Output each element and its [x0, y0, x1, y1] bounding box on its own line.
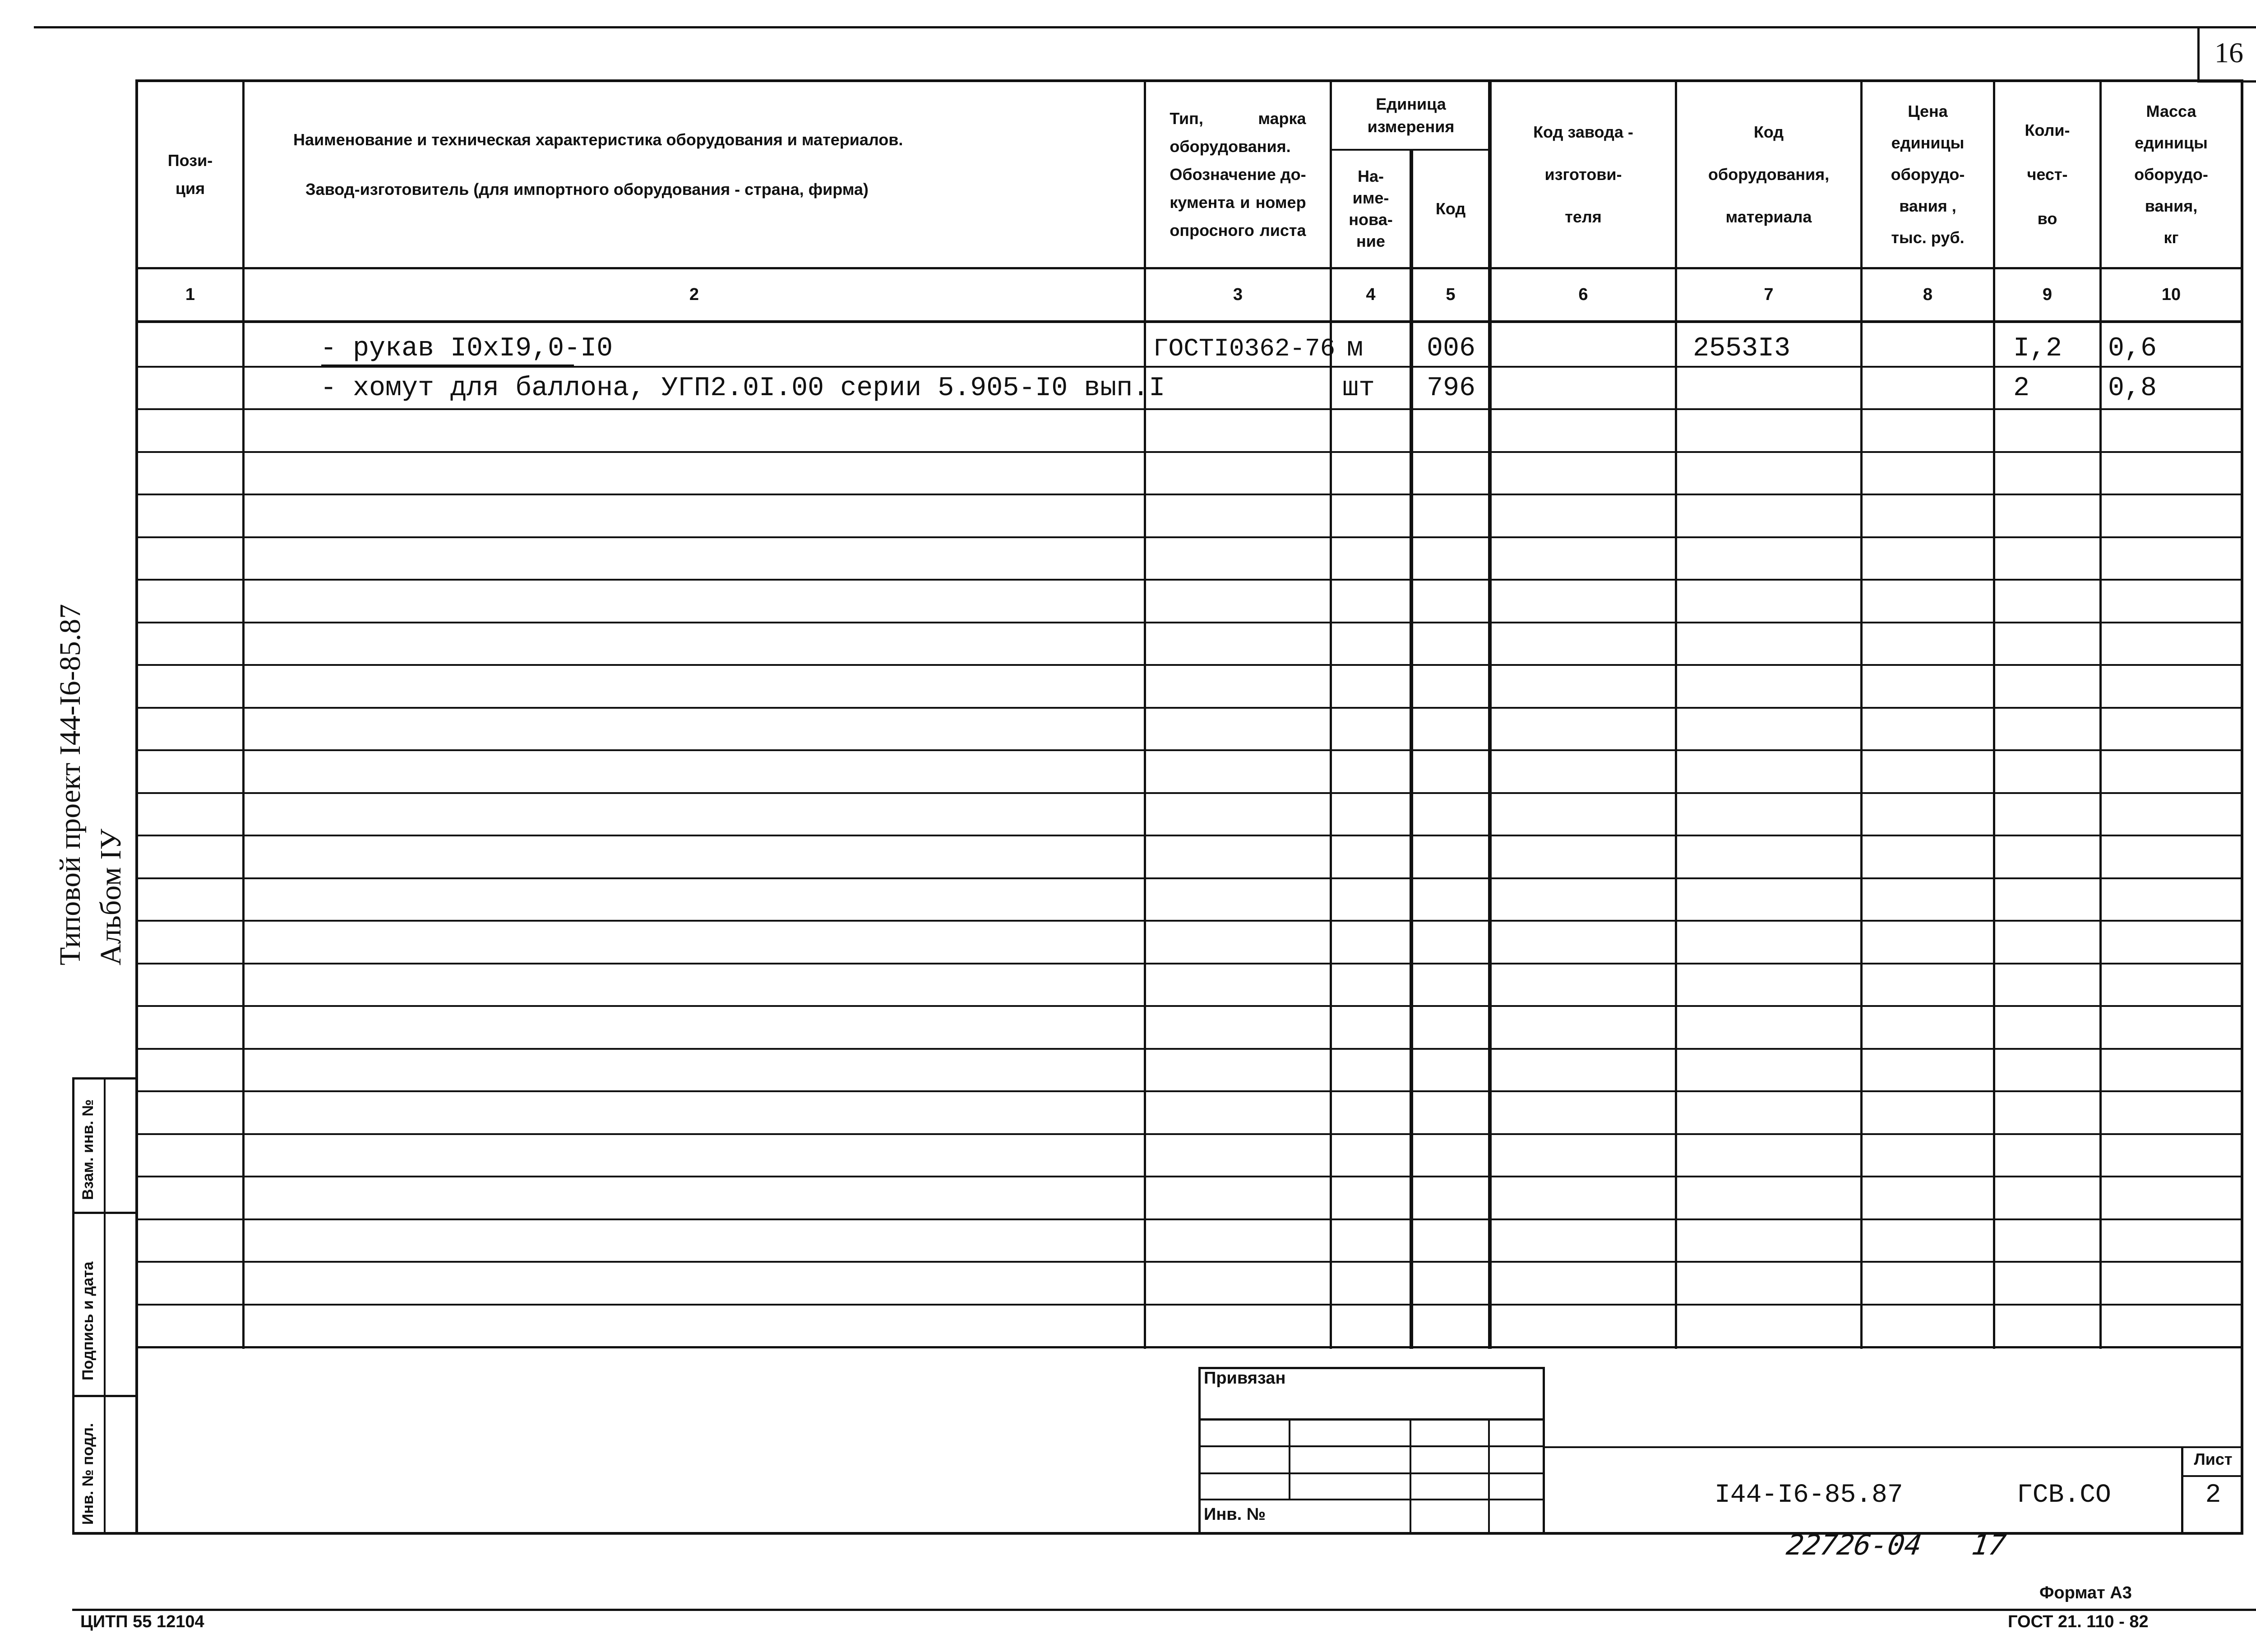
row-line	[135, 494, 2243, 495]
stamp-div-2	[72, 1395, 138, 1397]
row-line	[135, 451, 2243, 453]
row-1-unit: м	[1347, 333, 1364, 364]
header-unit-code: Код	[1435, 199, 1466, 218]
handwritten-number: 22726-04 17	[1784, 1528, 2008, 1561]
row-line	[135, 1005, 2243, 1007]
header-mass: Масса единицы оборудо- вания, кг	[2134, 102, 2208, 247]
col-number-4: 4	[1366, 285, 1376, 304]
row-1-unit-code: 006	[1427, 333, 1476, 364]
document-code: I44-I6-85.87	[1715, 1481, 1903, 1510]
list-label: Лист	[2194, 1450, 2233, 1468]
row-line	[135, 579, 2243, 581]
col-number-7: 7	[1764, 285, 1774, 304]
sheet-box-left	[2181, 1446, 2183, 1535]
privyazan-right	[1543, 1367, 1545, 1535]
stamp-sign-date: Подпись и дата	[79, 1261, 97, 1380]
row-2-quantity: 2	[2013, 373, 2030, 404]
row-line	[135, 877, 2243, 879]
header-unit-name: На- име- нова- ние	[1349, 167, 1393, 250]
privyazan-row-1	[1198, 1418, 1545, 1421]
side-album-label: Альбом IУ	[94, 829, 127, 965]
stamp-div-1	[72, 1212, 138, 1214]
row-1-type: ГОСТI0362-76	[1153, 334, 1336, 363]
sheet-corner-number: 16	[2214, 37, 2243, 69]
col-number-5: 5	[1446, 285, 1456, 304]
footer-format: Формат А3	[2039, 1583, 2132, 1602]
row-line	[135, 1176, 2243, 1177]
header-factory-code: Код завода - изготови- теля	[1533, 123, 1633, 226]
row-line	[135, 536, 2243, 538]
footer-line	[72, 1609, 2256, 1611]
numbers-bottom-line	[135, 320, 2243, 323]
document-mark: ГСВ.СО	[2017, 1481, 2111, 1510]
code-area-top	[1545, 1446, 2243, 1448]
row-1-equipment-code: 2553I3	[1693, 333, 1791, 364]
col-number-10: 10	[2161, 285, 2181, 304]
corner-box-left	[2197, 26, 2200, 83]
row-2-unit-code: 796	[1427, 373, 1476, 404]
row-line	[135, 1218, 2243, 1220]
row-2-mass: 0,8	[2108, 373, 2157, 404]
row-line	[135, 1133, 2243, 1135]
col-number-6: 6	[1578, 285, 1588, 304]
stamp-vzam-inv: Взам. инв. №	[79, 1099, 97, 1200]
sheet-box-div	[2181, 1475, 2243, 1477]
inv-no-label: Инв. №	[1204, 1505, 1266, 1524]
stamp-inv-no-orig: Инв. № подл.	[79, 1423, 97, 1525]
top-border	[34, 26, 2256, 28]
row-line	[135, 749, 2243, 751]
row-line	[135, 707, 2243, 709]
header-name: Наименование и техническая характеристика оборудования и материалов.	[293, 130, 903, 149]
privyazan-row-4	[1198, 1499, 1545, 1500]
header-type: Тип, марка оборудования. Обозначение до- кумента и номер опросного листа	[1170, 109, 1306, 240]
privyazan-label: Привязан	[1204, 1369, 1286, 1388]
header-name-sub: Завод-изготовитель (для импортного оборудования - страна, фирма)	[305, 180, 869, 198]
privyazan-col-3	[1488, 1418, 1490, 1535]
frame-right	[2241, 79, 2243, 1535]
row-line	[135, 1304, 2243, 1306]
row-line	[135, 792, 2243, 794]
row-line	[135, 1261, 2243, 1263]
footer-gost: ГОСТ 21. 110 - 82	[2008, 1612, 2149, 1631]
side-project-label: Типовой проект I44-I6-85.87	[54, 604, 87, 965]
row-2-unit: шт	[1342, 373, 1375, 404]
row-1-mass: 0,6	[2108, 333, 2157, 364]
header-position: Пози- ция	[167, 151, 213, 198]
col-line-5	[1488, 79, 1492, 1349]
row-line	[135, 963, 2243, 964]
row-1-name: - рукав I0xI9,0-I0	[320, 333, 613, 364]
col-number-9: 9	[2042, 285, 2053, 304]
col-number-2: 2	[689, 285, 699, 304]
row-1-quantity: I,2	[2013, 333, 2062, 364]
sheet-number: 2	[2205, 1481, 2221, 1510]
privyazan-row-3	[1198, 1472, 1545, 1474]
row-line	[135, 1048, 2243, 1050]
stamp-outer-left	[72, 1077, 74, 1535]
privyazan-col-2	[1410, 1418, 1411, 1535]
header-price: Цена единицы оборудо- вания , тыс. руб.	[1891, 102, 1965, 247]
row-line	[135, 622, 2243, 623]
header-equipment-code: Код оборудования, материала	[1708, 123, 1830, 226]
row-line	[135, 1090, 2243, 1092]
row-line	[135, 835, 2243, 836]
privyazan-col-1	[1289, 1418, 1290, 1499]
stamp-inner-left	[104, 1077, 106, 1535]
table-bottom-line	[135, 1346, 2243, 1348]
privyazan-left	[1198, 1367, 1201, 1535]
stamp-top	[72, 1077, 138, 1080]
header-unit-group: Единица измерения	[1367, 95, 1455, 136]
row-2-name: - хомут для баллона, УГП2.0I.00 серии 5.905-I0 вып.I	[320, 373, 1165, 404]
header-quantity: Коли- чест- во	[2025, 121, 2070, 228]
col-number-8: 8	[1923, 285, 1933, 304]
col-number-1: 1	[185, 285, 195, 304]
row-1-name-underline	[321, 365, 574, 366]
row-line	[135, 920, 2243, 922]
footer-left: ЦИТП 55 12104	[80, 1612, 204, 1631]
col-number-3: 3	[1233, 285, 1243, 304]
row-line	[135, 408, 2243, 410]
row-line	[135, 664, 2243, 666]
privyazan-row-2	[1198, 1445, 1545, 1447]
col-line-4	[1410, 149, 1413, 1349]
